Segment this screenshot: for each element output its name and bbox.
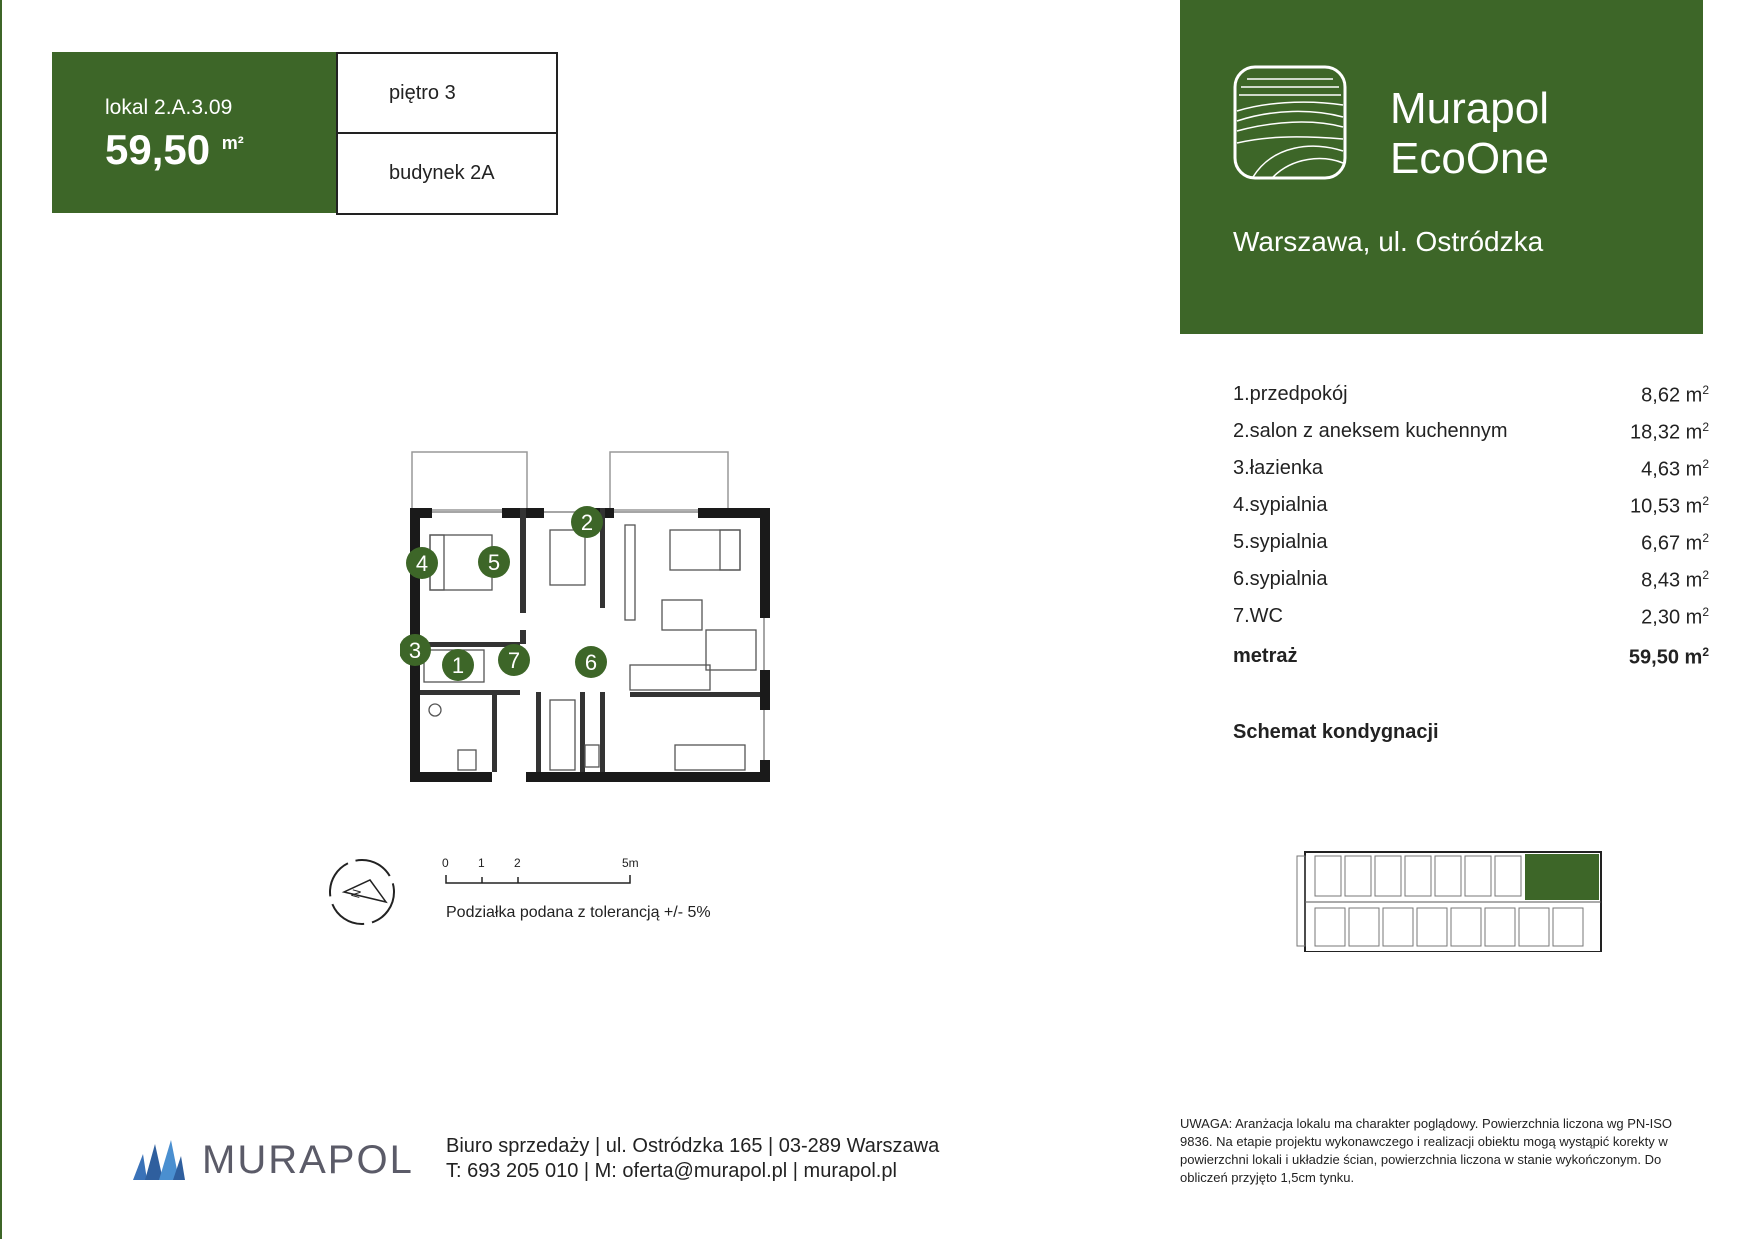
building-label: budynek 2A	[389, 162, 495, 184]
ecoone-logo-icon	[1233, 65, 1347, 180]
floor-scheme	[1295, 842, 1615, 952]
room-number-label: 6	[584, 650, 598, 675]
room-row: 6.sypialnia 8,43 $m^2$	[1233, 568, 1709, 592]
room-row: 4.sypialnia 10,53 $m^2$	[1233, 494, 1709, 518]
floor-label: piętro 3	[389, 82, 456, 104]
room-row: 2.salon z aneksem kuchennym 18,32 $m^2$	[1233, 420, 1709, 444]
scale-tick-0: 0	[442, 856, 449, 870]
room-row: 3.łazienka 4,63 $m^2$	[1233, 457, 1709, 481]
room-number-label: 7	[507, 648, 521, 673]
room-row: 1.przedpokój 8,62 $m^2$	[1233, 383, 1709, 407]
compass-icon	[322, 852, 402, 932]
unit-area: 59,50 $^{m^2}$	[105, 126, 244, 173]
compass-letter: N	[348, 887, 364, 900]
total-area-row: metraż 59,50 $m^2$	[1233, 645, 1709, 669]
balcony-right	[610, 452, 728, 510]
scale-tick-1: 1	[478, 856, 485, 870]
room-row: 5.sypialnia 6,67 $m^2$	[1233, 531, 1709, 555]
footer-brand-name: MURAPOL	[202, 1138, 414, 1182]
scale-note: Podziałka podana z tolerancją +/- 5%	[446, 904, 711, 921]
inner-walls	[420, 508, 760, 772]
windows	[432, 512, 764, 760]
room-number-label: 5	[487, 550, 501, 575]
brand-name: Murapol EcoOne	[1390, 84, 1549, 183]
murapol-logo-icon	[133, 1140, 185, 1180]
balcony-left	[412, 452, 527, 510]
scale-bar	[440, 855, 660, 895]
brand-address: Warszawa, ul. Ostródzka	[1233, 226, 1544, 257]
unit-info-divider	[336, 132, 556, 134]
room-row: 7.WC 2,30 $m^2$	[1233, 605, 1709, 629]
page-edge-line	[0, 0, 2, 1239]
scheme-title: Schemat kondygnacji	[1233, 721, 1439, 743]
disclaimer-notice: UWAGA: Aranżacja lokalu ma charakter poglądowy. Powierzchnia liczona wg PN-ISO 9836. Na etapie projektu wykonawczego i realizacji obiektu mogą wystąpić korekty w powierzchni lokali i układzie ścian, powierzchnia liczona w stanie wykończonym. Do obliczeń przyjęto 1,5cm tynku.	[1180, 1116, 1673, 1185]
floor-plan	[400, 450, 780, 790]
scheme-highlighted-unit	[1525, 854, 1599, 900]
scale-tick-2: 2	[514, 856, 521, 870]
room-number-label: 2	[580, 510, 594, 535]
sales-office-address: Biuro sprzedaży | ul. Ostródzka 165 | 03-289 Warszawa	[446, 1135, 940, 1157]
room-number-label: 3	[408, 638, 422, 663]
sales-contact: T: 693 205 010 | M: oferta@murapol.pl | murapol.pl	[446, 1160, 897, 1182]
scale-tick-5: 5m	[622, 856, 639, 870]
unit-label: lokal 2.A.3.09	[105, 96, 233, 119]
room-number-label: 4	[415, 551, 429, 576]
room-number-label: 1	[451, 653, 465, 678]
